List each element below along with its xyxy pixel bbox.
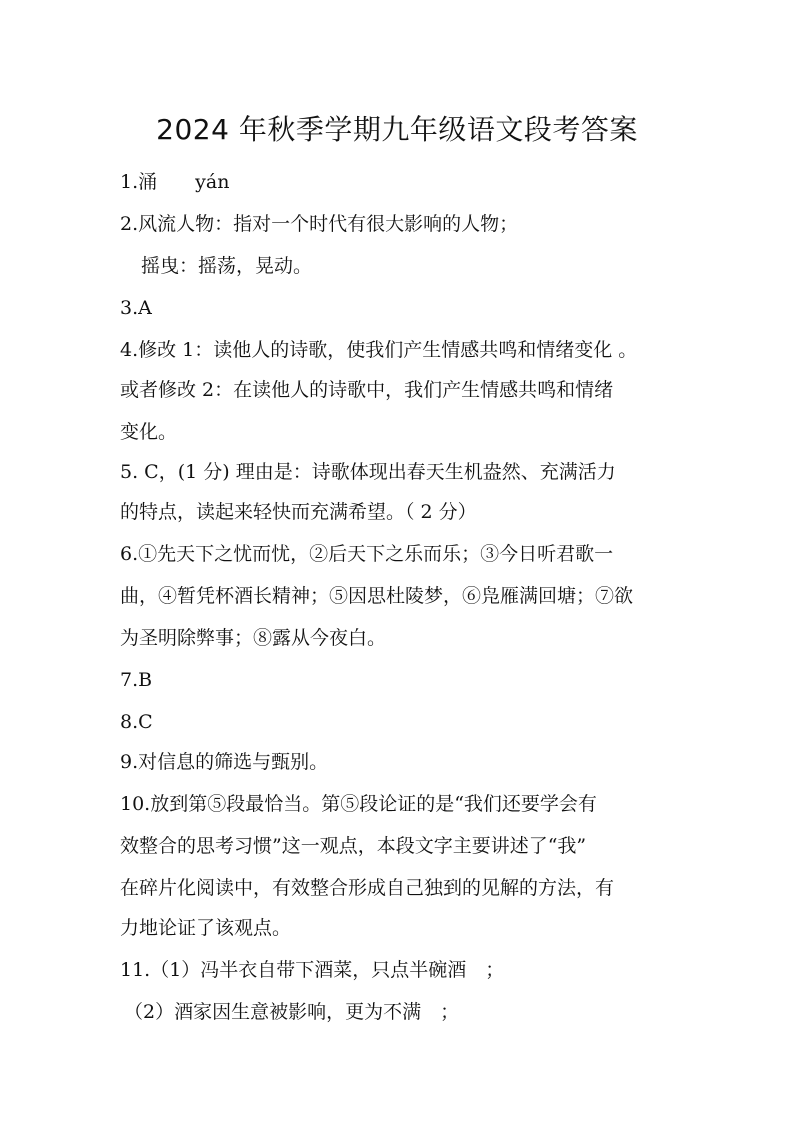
answer-5: 5. C，(1 分) 理由是：诗歌体现出春天生机盎然、充满活力 — [120, 461, 616, 483]
answer-3: 3.A — [120, 297, 152, 319]
document-title: 2024 年秋季学期九年级语文段考答案 — [156, 113, 638, 146]
answer-4: 4.修改 1：读他人的诗歌，使我们产生情感共鸣和情绪变化 。 — [120, 339, 638, 361]
answer-10-continued-2: 在碎片化阅读中，有效整合形成自己独到的见解的方法，有 — [120, 877, 615, 899]
answer-8: 8.C — [120, 711, 153, 733]
answer-6: 6.①先天下之忧而忧，②后天下之乐而乐；③今日听君歌一 — [120, 543, 614, 565]
answer-7: 7.B — [120, 669, 153, 691]
answer-11-part-2: （2）酒家因生意被影响，更为不满 ； — [124, 1001, 460, 1023]
answer-9: 9.对信息的筛选与甄别。 — [120, 751, 329, 773]
answer-5-continued: 的特点，读起来轻快而充满希望。（ 2 分） — [120, 501, 477, 523]
answer-6-continued-2: 为圣明除弊事；⑧露从今夜白。 — [120, 627, 387, 649]
answer-10: 10.放到第⑤段最恰当。第⑤段论证的是“我们还要学会有 — [120, 793, 597, 815]
answer-4-continued: 变化。 — [120, 421, 178, 443]
answer-4-alternative: 或者修改 2：在读他人的诗歌中，我们产生情感共鸣和情绪 — [120, 379, 614, 401]
answer-2-continued: 摇曳：摇荡，晃动。 — [141, 255, 313, 277]
answer-10-continued-1: 效整合的思考习惯”这一观点，本段文字主要讲述了“我” — [120, 835, 587, 857]
answer-6-continued-1: 曲，④暂凭杯酒长精神；⑤因思杜陵梦，⑥凫雁满回塘；⑦欲 — [120, 585, 634, 607]
answer-2: 2.风流人物：指对一个时代有很大影响的人物； — [120, 213, 519, 235]
answer-11-part-1: 11.（1）冯半衣自带下酒菜，只点半碗酒 ； — [120, 959, 505, 981]
answer-1: 1.涌 yán — [120, 171, 230, 193]
answer-10-continued-3: 力地论证了该观点。 — [120, 917, 292, 939]
